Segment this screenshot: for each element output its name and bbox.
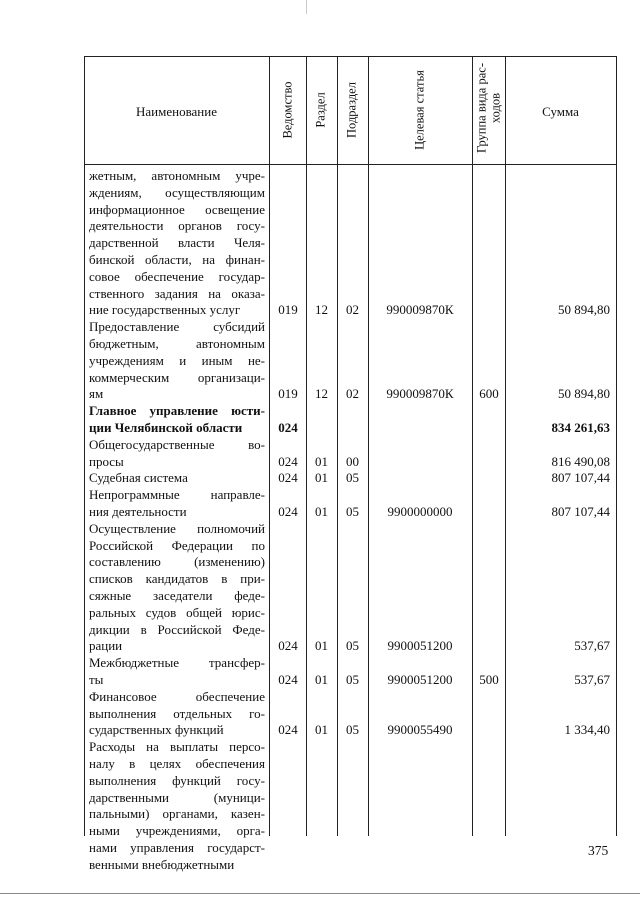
- row-name: [89, 168, 265, 319]
- row-name-line: дарственной власти Челя-: [89, 235, 265, 251]
- row-name-line: пальными) органами, казен-: [89, 806, 265, 822]
- row-name-line: учреждениям и иным не-: [89, 352, 265, 368]
- row-name-line: деятельности органов госу-: [89, 218, 265, 234]
- row-podrazdel: 05: [346, 722, 359, 738]
- row-name-line: информационное освещение: [89, 201, 265, 217]
- row-name: [89, 689, 265, 739]
- row-name-line: ственного задания на оказа-: [89, 285, 265, 301]
- header-celevaya: Целевая статья: [412, 70, 427, 150]
- row-name-line: венными внебюджетными: [89, 856, 235, 872]
- row-name-line: ции Челябинской области: [89, 419, 243, 435]
- header-vedomstvo: Ведомство: [280, 81, 295, 139]
- row-name-line: Общегосударственные во-: [89, 436, 265, 452]
- row-name: [89, 655, 265, 689]
- row-razdel: 12: [315, 302, 328, 318]
- row-podrazdel: 05: [346, 470, 359, 486]
- row-name-line: совое обеспечение государ-: [89, 268, 265, 284]
- header-name: Наименование: [136, 104, 217, 119]
- row-summa: 50 894,80: [558, 386, 610, 402]
- row-name-line: Расходы на выплаты персо-: [89, 739, 265, 755]
- row-gruppa: 600: [479, 386, 499, 402]
- col-divider-raz: [306, 56, 307, 836]
- row-podrazdel: 05: [346, 638, 359, 654]
- row-name-line: коммерческим организаци-: [89, 369, 265, 385]
- row-razdel: 01: [315, 638, 328, 654]
- row-name-line: налу в целях обеспечения: [89, 755, 265, 771]
- row-podrazdel: 05: [346, 503, 359, 519]
- row-name: [89, 739, 265, 873]
- row-name-line: ние государственных услуг: [89, 302, 241, 318]
- row-summa: 50 894,80: [558, 302, 610, 318]
- row-name-line: списков кандидатов в при-: [89, 571, 265, 587]
- row-podrazdel: 02: [346, 302, 359, 318]
- row-name-line: Судебная система: [89, 470, 188, 486]
- row-celevaya: 9900051200: [387, 638, 453, 654]
- row-vedomstvo: 024: [278, 503, 298, 519]
- row-name: [89, 437, 265, 471]
- col-divider-ved: [269, 56, 270, 836]
- scan-mark: [306, 0, 307, 14]
- header-summa: Сумма: [542, 104, 579, 119]
- row-name-line: ральных судов общей юрис-: [89, 604, 265, 620]
- table-right-border: [616, 56, 617, 836]
- row-summa: 807 107,44: [551, 470, 610, 486]
- row-summa: 816 490,08: [551, 453, 610, 469]
- row-vedomstvo: 024: [278, 638, 298, 654]
- row-name-line: нами управления государст-: [89, 839, 265, 855]
- row-vedomstvo: 024: [278, 470, 298, 486]
- row-name-line: выполнения отдельных го-: [89, 705, 265, 721]
- row-name-line: дикции в Российской Феде-: [89, 621, 265, 637]
- row-gruppa: 500: [479, 671, 499, 687]
- row-name: [89, 487, 265, 521]
- row-celevaya: 9900055490: [387, 722, 453, 738]
- row-name-line: рации: [89, 638, 123, 654]
- row-razdel: 01: [315, 503, 328, 519]
- row-vedomstvo: 024: [278, 419, 298, 435]
- row-name: [89, 470, 265, 487]
- row-summa: 1 334,40: [564, 722, 610, 738]
- row-name-line: бюджетным, автономным: [89, 335, 265, 351]
- row-name-line: составлению (изменению): [89, 554, 265, 570]
- col-divider-grp: [472, 56, 473, 836]
- row-name-line: Непрограммные направле-: [89, 487, 265, 503]
- row-summa: 537,67: [574, 671, 610, 687]
- row-name: [89, 521, 265, 655]
- header-gruppa-line2: ходов: [488, 92, 503, 124]
- row-razdel: 12: [315, 386, 328, 402]
- row-celevaya: 990009870К: [386, 302, 454, 318]
- row-name-line: ния деятельности: [89, 503, 187, 519]
- page-number: 375: [588, 843, 609, 858]
- row-celevaya: 990009870К: [386, 386, 454, 402]
- row-summa: 537,67: [574, 638, 610, 654]
- row-name-line: ты: [89, 671, 104, 687]
- row-celevaya: 9900000000: [387, 503, 453, 519]
- row-name-line: Осуществление полномочий: [89, 520, 265, 536]
- row-vedomstvo: 019: [278, 302, 298, 318]
- header-gruppa-line1: Группа вида рас-: [474, 63, 489, 153]
- col-divider-pod: [337, 56, 338, 836]
- table-left-border: [84, 56, 85, 836]
- row-name-line: Главное управление юсти-: [89, 403, 265, 419]
- row-name-line: сударственных функций: [89, 722, 224, 738]
- row-name-line: выполнения функций госу-: [89, 772, 265, 788]
- row-name-line: ждениям, осуществляющим: [89, 184, 265, 200]
- col-divider-sum: [505, 56, 506, 836]
- row-summa: 807 107,44: [551, 503, 610, 519]
- header-podrazdel: Подраздел: [344, 82, 359, 138]
- row-name-line: сяжные заседатели феде-: [89, 587, 265, 603]
- col-divider-cel: [368, 56, 369, 836]
- row-name-line: Финансовое обеспечение: [89, 688, 265, 704]
- row-name-line: бинской области, на финан-: [89, 251, 265, 267]
- row-razdel: 01: [315, 671, 328, 687]
- row-vedomstvo: 019: [278, 386, 298, 402]
- table-top-border: [84, 56, 617, 57]
- header-razdel: Раздел: [313, 92, 328, 128]
- row-razdel: 01: [315, 453, 328, 469]
- row-name-line: Межбюджетные трансфер-: [89, 655, 265, 671]
- row-podrazdel: 02: [346, 386, 359, 402]
- row-name-line: просы: [89, 453, 124, 469]
- row-name: [89, 403, 265, 437]
- row-summa: 834 261,63: [551, 419, 610, 435]
- row-podrazdel: 05: [346, 671, 359, 687]
- row-podrazdel: 00: [346, 453, 359, 469]
- row-name-line: Российской Федерации по: [89, 537, 265, 553]
- table-header-bottom-border: [84, 164, 617, 165]
- row-name-line: жетным, автономным учре-: [89, 168, 265, 183]
- row-name: [89, 319, 265, 403]
- row-razdel: 01: [315, 470, 328, 486]
- footer-rule: [0, 893, 640, 894]
- row-name-line: Предоставление субсидий: [89, 319, 265, 335]
- row-name-line: ными учреждениями, орга-: [89, 823, 265, 839]
- row-vedomstvo: 024: [278, 722, 298, 738]
- row-celevaya: 9900051200: [387, 671, 453, 687]
- row-razdel: 01: [315, 722, 328, 738]
- row-vedomstvo: 024: [278, 453, 298, 469]
- row-name-line: ям: [89, 386, 104, 402]
- row-name-line: дарственными (муници-: [89, 789, 265, 805]
- row-vedomstvo: 024: [278, 671, 298, 687]
